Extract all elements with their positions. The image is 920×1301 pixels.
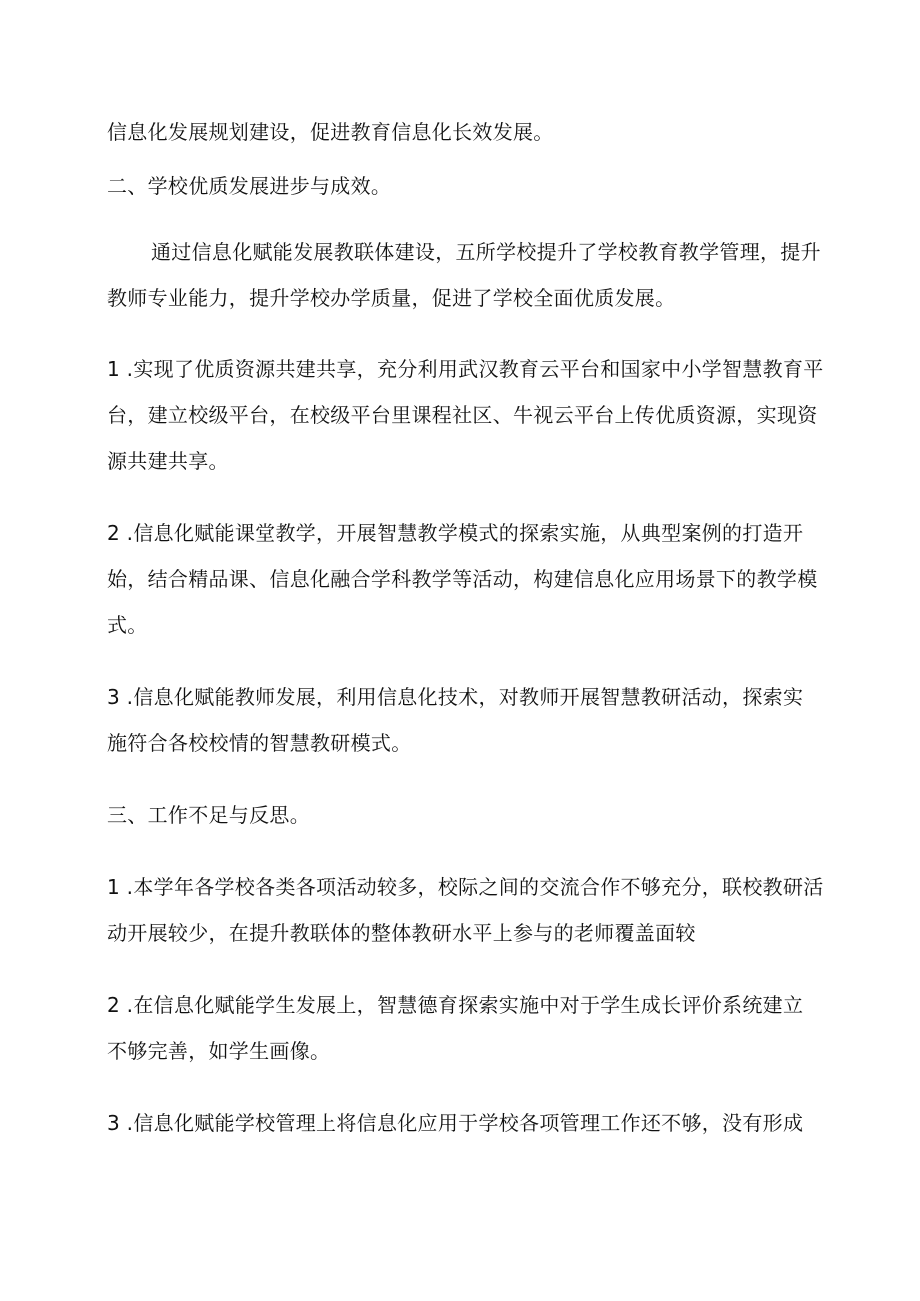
list-item-1: 1 .实现了优质资源共建共享，充分利用武汉教育云平台和国家中小学智慧教育平 (107, 357, 824, 381)
text-line: 信息化发展规划建设，促进教育信息化长效发展。 (107, 120, 554, 144)
text-line: 式。 (107, 613, 148, 637)
list-item-2: 2 .信息化赋能课堂教学，开展智慧教学模式的探索实施，从典型案例的打造开 (107, 521, 804, 545)
section-heading-2: 二、学校优质发展进步与成效。 (107, 174, 392, 198)
section-heading-3: 三、工作不足与反思。 (107, 803, 310, 827)
list-item-3: 3 .信息化赋能教师发展，利用信息化技术，对教师开展智慧教研活动，探索实 (107, 685, 804, 709)
list-item-2: 2 .在信息化赋能学生发展上，智慧德育探索实施中对于学生成长评价系统建立 (107, 993, 804, 1017)
list-item-1: 1 .本学年各学校各类各项活动较多，校际之间的交流合作不够充分，联校教研活 (107, 875, 824, 899)
list-item-3: 3 .信息化赋能学校管理上将信息化应用于学校各项管理工作还不够，没有形成 (107, 1111, 804, 1135)
text-line: 台，建立校级平台，在校级平台里课程社区、牛视云平台上传优质资源，实现资 (107, 403, 818, 427)
text-line: 施符合各校校情的智慧教研模式。 (107, 731, 412, 755)
text-line: 动开展较少，在提升教联体的整体教研水平上参与的老师覆盖面较 (107, 921, 696, 945)
text-line: 源共建共享。 (107, 449, 229, 473)
text-line: 通过信息化赋能发展教联体建设，五所学校提升了学校教育教学管理，提升 (151, 240, 821, 264)
text-line: 始，结合精品课、信息化融合学科教学等活动，构建信息化应用场景下的教学模 (107, 567, 818, 591)
text-line: 教师专业能力，提升学校办学质量，促进了学校全面优质发展。 (107, 286, 676, 310)
text-line: 不够完善，如学生画像。 (107, 1039, 331, 1063)
